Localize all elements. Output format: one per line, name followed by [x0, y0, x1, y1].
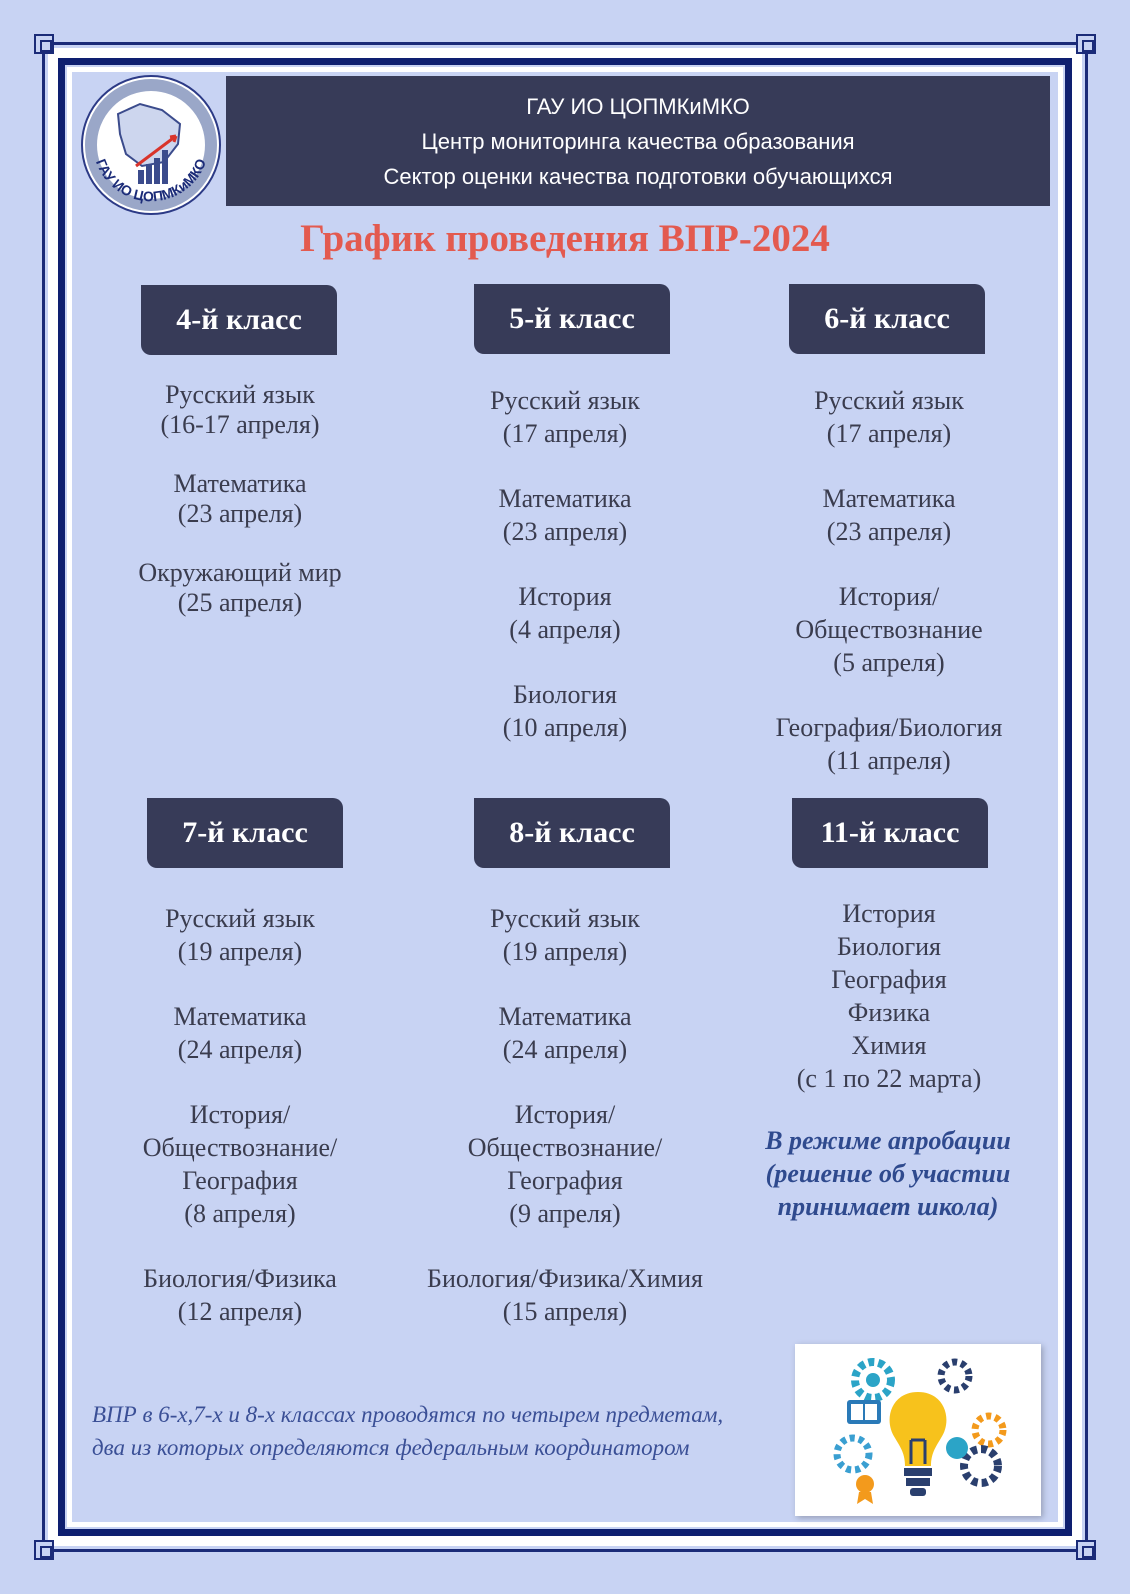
corner-ornament [1076, 34, 1096, 54]
subject-name: Русский язык [490, 904, 640, 933]
subject-name: История [842, 899, 936, 928]
footnote-line: два из которых определяются федеральным координатором [92, 1435, 690, 1460]
schedule-item [729, 580, 1049, 679]
exam-date: (8 апреля) [184, 1199, 296, 1228]
exam-date: (25 апреля) [177, 588, 303, 617]
subject-name: Биология/Физика/Химия [427, 1264, 703, 1293]
header-line-3: Сектор оценки качества подготовки обучающихся [383, 163, 893, 189]
subject-name: История/ [838, 582, 940, 611]
subject-name: География [182, 1166, 298, 1195]
subject-name: География [831, 965, 947, 994]
subject-name: Математика [498, 484, 632, 513]
subject-name: Русский язык [165, 380, 315, 409]
note-line: (решение об участии [765, 1159, 1011, 1188]
subject-name: Биология/Физика [143, 1264, 337, 1293]
subject-name: Химия [851, 1031, 927, 1060]
schedule-item [80, 1098, 400, 1230]
schedule-item [729, 711, 1049, 777]
grade-5-schedule [405, 384, 725, 744]
exam-date: (4 апреля) [509, 615, 621, 644]
schedule-item [729, 384, 1049, 450]
grade-4-schedule [80, 380, 400, 618]
grade-label-6: 6-й класс [789, 284, 985, 354]
subject-name: Русский язык [490, 386, 640, 415]
lightbulb-gears-illustration [795, 1344, 1041, 1516]
schedule-item [80, 1000, 400, 1066]
schedule-item [405, 678, 725, 744]
corner-ornament [1076, 1540, 1096, 1560]
schedule-item [729, 482, 1049, 548]
schedule-item [80, 902, 400, 968]
subject-name: Математика [173, 469, 307, 498]
subject-name: Обществознание/ [467, 1133, 663, 1162]
schedule-item [405, 580, 725, 646]
grade-7-schedule [80, 902, 400, 1328]
exam-date: (11 апреля) [827, 746, 951, 775]
exam-date: (16-17 апреля) [160, 410, 320, 439]
schedule-item [80, 380, 400, 440]
exam-date: (с 1 по 22 марта) [796, 1064, 982, 1093]
schedule-item [80, 469, 400, 529]
subject-name: История [518, 582, 612, 611]
exam-date: (5 апреля) [833, 648, 945, 677]
book-icon [847, 1400, 881, 1424]
exam-date: (24 апреля) [502, 1035, 628, 1064]
subject-name: Окружающий мир [138, 558, 342, 587]
exam-date: (24 апреля) [177, 1035, 303, 1064]
subject-name: Русский язык [165, 904, 315, 933]
corner-ornament [34, 34, 54, 54]
exam-date: (17 апреля) [826, 419, 952, 448]
exam-date: (17 апреля) [502, 419, 628, 448]
exam-date: (9 апреля) [509, 1199, 621, 1228]
exam-date: (19 апреля) [177, 937, 303, 966]
logo-text: ГАУ ИО ЦОПМКиМКО [92, 156, 210, 205]
schedule-item [405, 384, 725, 450]
note-line: принимает школа) [777, 1192, 999, 1221]
subject-name: Обществознание/ [142, 1133, 338, 1162]
grade-8-schedule [405, 902, 725, 1328]
grade-label-8: 8-й класс [474, 798, 670, 868]
subject-name: Математика [822, 484, 956, 513]
grade-6-schedule [729, 384, 1049, 777]
header-line-2: Центр мониторинга качества образования [421, 128, 855, 154]
approbation-note [728, 1124, 1048, 1223]
subject-name: История/ [189, 1100, 291, 1129]
schedule-item [405, 1262, 725, 1328]
grade-label-5: 5-й класс [474, 284, 670, 354]
exam-date: (15 апреля) [502, 1297, 628, 1326]
schedule-item [80, 558, 400, 618]
grade-label-4: 4-й класс [141, 285, 337, 355]
footnote [92, 1398, 852, 1464]
subject-name: География [507, 1166, 623, 1195]
subject-name: Русский язык [814, 386, 964, 415]
subject-name: Физика [847, 998, 931, 1027]
schedule-item [405, 482, 725, 548]
exam-date: (19 апреля) [502, 937, 628, 966]
schedule-item [80, 1262, 400, 1328]
header-line-1: ГАУ ИО ЦОПМКиМКО [526, 93, 750, 119]
subject-name: Обществознание [795, 615, 983, 644]
exam-date: (23 апреля) [502, 517, 628, 546]
subject-name: Биология [836, 932, 941, 961]
note-line: В режиме апробации [765, 1126, 1011, 1155]
exam-date: (10 апреля) [502, 713, 628, 742]
subject-name: Математика [173, 1002, 307, 1031]
page-title: График проведения ВПР-2024 [300, 217, 830, 260]
footnote-line: ВПР в 6-х,7-х и 8-х классах проводятся по четырем предметам, [92, 1402, 724, 1427]
subject-name: История/ [514, 1100, 616, 1129]
schedule-item [405, 1000, 725, 1066]
subject-name: Математика [498, 1002, 632, 1031]
grade-11-schedule [729, 897, 1049, 1095]
exam-date: (23 апреля) [826, 517, 952, 546]
grade-label-11: 11-й класс [792, 798, 988, 868]
subject-name: Биология [512, 680, 617, 709]
grade-label-7: 7-й класс [147, 798, 343, 868]
schedule-item [405, 902, 725, 968]
organization-logo [80, 74, 222, 216]
exam-date: (23 апреля) [177, 499, 303, 528]
schedule-item [405, 1098, 725, 1230]
exam-date: (12 апреля) [177, 1297, 303, 1326]
globe-icon [946, 1437, 968, 1459]
subject-name: География/Биология [775, 713, 1003, 742]
corner-ornament [34, 1540, 54, 1560]
organization-header [226, 76, 1050, 206]
